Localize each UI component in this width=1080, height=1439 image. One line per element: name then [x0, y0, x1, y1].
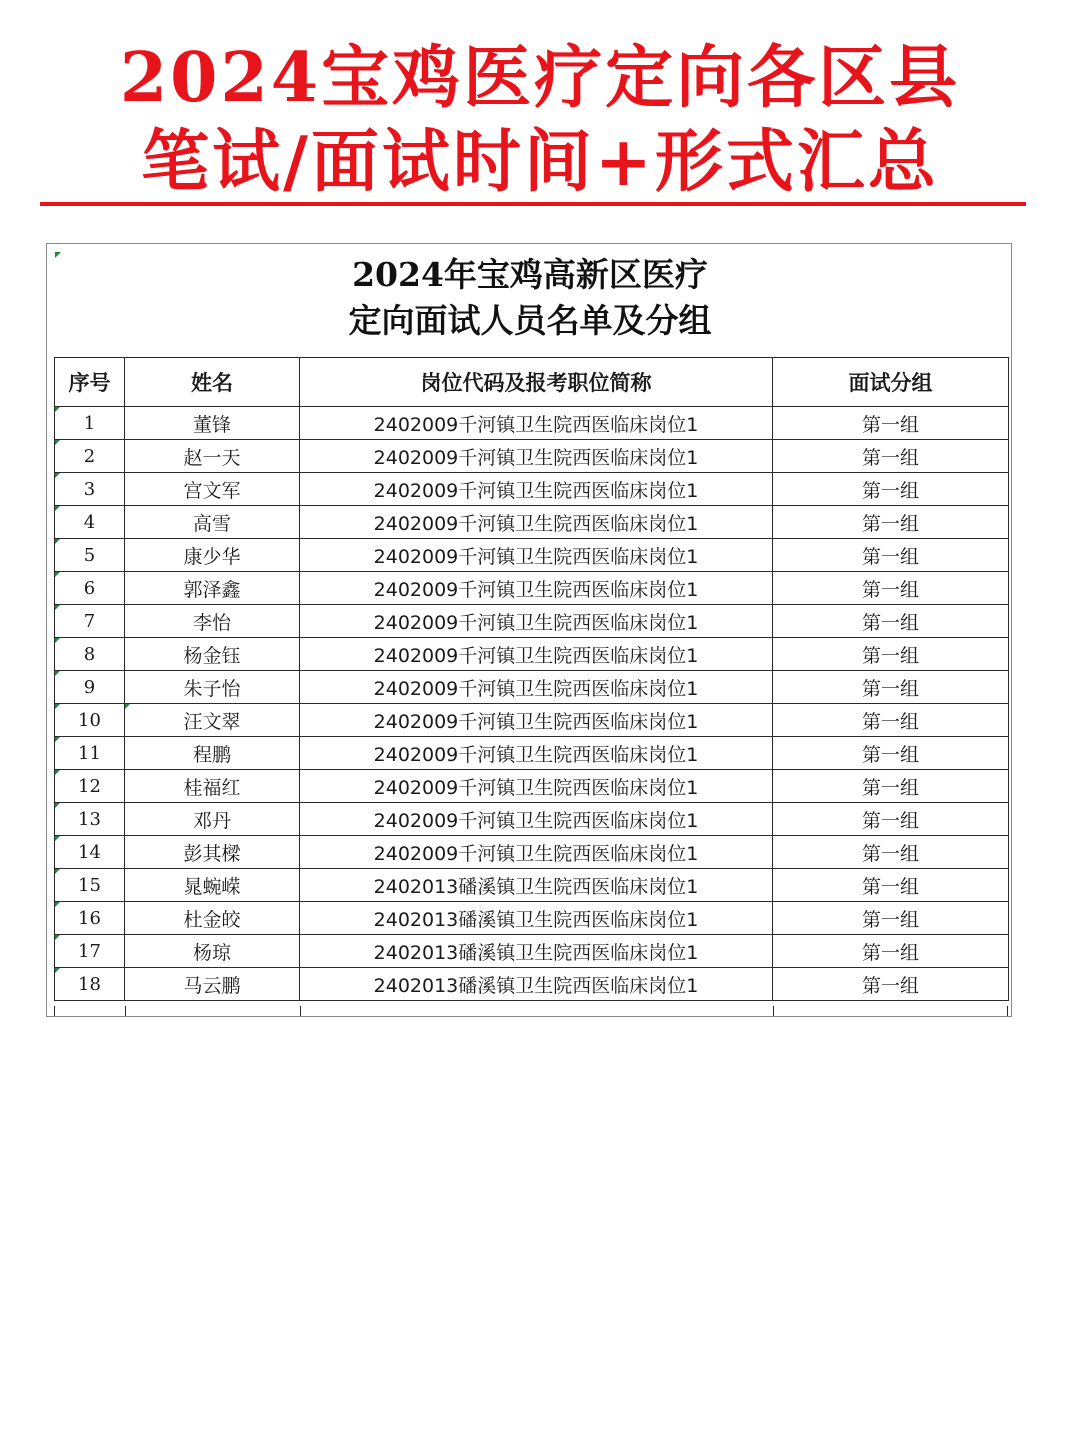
cell-comment-flag-icon — [55, 704, 60, 709]
cell-group-text: 第一组 — [861, 578, 919, 601]
cell-comment-flag-icon — [55, 605, 60, 610]
cell-no — [55, 803, 125, 836]
cell-no-text: 6 — [83, 577, 96, 599]
table-row — [55, 704, 1009, 737]
cell-no-text: 15 — [78, 874, 101, 896]
cell-group-text: 第一组 — [861, 413, 919, 436]
table-row — [55, 671, 1009, 704]
cell-comment-flag-icon — [55, 671, 60, 676]
cell-name-text: 晁蜿嵘 — [183, 875, 241, 898]
cell-position-text: 2402013磻溪镇卫生院西医临床岗位1 — [373, 941, 699, 964]
sheet-title-line-2: 定向面试人员名单及分组 — [348, 301, 712, 340]
cell-group-text: 第一组 — [861, 743, 919, 766]
table-row — [55, 473, 1009, 506]
cell-position — [300, 737, 773, 770]
cell-group — [773, 836, 1009, 869]
cell-group-text: 第一组 — [861, 776, 919, 799]
cell-group — [773, 506, 1009, 539]
cell-position-text: 2402009千河镇卫生院西医临床岗位1 — [373, 479, 699, 502]
cell-no-text: 14 — [78, 841, 101, 863]
cell-group-text: 第一组 — [861, 974, 919, 997]
cell-comment-flag-icon — [55, 638, 60, 643]
cell-group — [773, 572, 1009, 605]
cell-group-text: 第一组 — [861, 677, 919, 700]
cell-comment-flag-icon — [55, 440, 60, 445]
cell-no-text: 11 — [78, 742, 101, 764]
cell-position — [300, 770, 773, 803]
cell-no — [55, 935, 125, 968]
table-row — [55, 638, 1009, 671]
column-header-no: 序号 — [55, 358, 125, 407]
cell-group — [773, 968, 1009, 1001]
cell-group-text: 第一组 — [861, 710, 919, 733]
cell-no — [55, 770, 125, 803]
headline-line-2: 笔试/面试时间+形式汇总 — [141, 122, 939, 202]
cell-group — [773, 704, 1009, 737]
cell-name — [125, 638, 300, 671]
cell-comment-flag-icon — [55, 770, 60, 775]
cell-name-text: 桂福红 — [183, 776, 241, 799]
cell-comment-flag-icon — [55, 968, 60, 973]
cell-name — [125, 539, 300, 572]
cell-position — [300, 638, 773, 671]
cell-name — [125, 968, 300, 1001]
cell-no — [55, 605, 125, 638]
cell-position-text: 2402009千河镇卫生院西医临床岗位1 — [373, 611, 699, 634]
cell-no — [55, 506, 125, 539]
cell-no-text: 2 — [83, 445, 96, 467]
cell-no — [55, 968, 125, 1001]
cell-comment-flag-icon — [125, 704, 130, 709]
cell-name — [125, 572, 300, 605]
cell-position-text: 2402009千河镇卫生院西医临床岗位1 — [373, 677, 699, 700]
cell-group — [773, 671, 1009, 704]
cell-name — [125, 671, 300, 704]
cell-name — [125, 836, 300, 869]
cell-name — [125, 473, 300, 506]
cell-group — [773, 473, 1009, 506]
cell-group — [773, 803, 1009, 836]
cell-name — [125, 605, 300, 638]
cell-position — [300, 407, 773, 440]
cell-position-text: 2402013磻溪镇卫生院西医临床岗位1 — [373, 974, 699, 997]
candidate-table — [54, 357, 1009, 1001]
cell-no — [55, 671, 125, 704]
cell-position-text: 2402009千河镇卫生院西医临床岗位1 — [373, 809, 699, 832]
cell-group — [773, 539, 1009, 572]
cell-no — [55, 704, 125, 737]
cell-comment-flag-icon — [55, 539, 60, 544]
cell-position — [300, 902, 773, 935]
cell-name — [125, 506, 300, 539]
cell-name — [125, 935, 300, 968]
cell-name — [125, 770, 300, 803]
cell-no — [55, 836, 125, 869]
headline-line-1: 2024宝鸡医疗定向各区县 — [119, 38, 961, 118]
spreadsheet-screenshot — [46, 243, 1012, 1017]
column-header-group: 面试分组 — [773, 358, 1009, 407]
cell-position-text: 2402009千河镇卫生院西医临床岗位1 — [373, 776, 699, 799]
cell-name — [125, 440, 300, 473]
table-row — [55, 539, 1009, 572]
cell-group — [773, 638, 1009, 671]
cell-name-text: 杜金皎 — [183, 908, 241, 931]
cell-position — [300, 440, 773, 473]
cell-no-text: 9 — [83, 676, 96, 698]
cell-name — [125, 902, 300, 935]
cell-comment-flag-icon — [55, 869, 60, 874]
table-row — [55, 902, 1009, 935]
cell-name-text: 邓丹 — [192, 809, 231, 832]
cell-position-text: 2402009千河镇卫生院西医临床岗位1 — [373, 644, 699, 667]
table-row — [55, 836, 1009, 869]
cell-group — [773, 770, 1009, 803]
cell-group-text: 第一组 — [861, 512, 919, 535]
cell-name-text: 高雪 — [192, 512, 231, 535]
cell-name-text: 郭泽鑫 — [183, 578, 241, 601]
cell-position-text: 2402009千河镇卫生院西医临床岗位1 — [373, 743, 699, 766]
cell-comment-flag-icon — [55, 737, 60, 742]
cell-position-text: 2402013磻溪镇卫生院西医临床岗位1 — [373, 908, 699, 931]
cell-name-text: 马云鹏 — [183, 974, 241, 997]
headline-divider — [40, 202, 1026, 206]
cell-no — [55, 638, 125, 671]
table-header-row — [55, 358, 1009, 407]
table-row — [55, 737, 1009, 770]
cell-group — [773, 605, 1009, 638]
cell-position-text: 2402009千河镇卫生院西医临床岗位1 — [373, 578, 699, 601]
cell-name-text: 李怡 — [192, 611, 231, 634]
cell-position-text: 2402013磻溪镇卫生院西医临床岗位1 — [373, 875, 699, 898]
cell-no-text: 4 — [83, 511, 96, 533]
cell-name — [125, 869, 300, 902]
cell-no-text: 16 — [78, 907, 101, 929]
table-row — [55, 803, 1009, 836]
cell-name-text: 杨琼 — [192, 941, 231, 964]
table-row — [55, 935, 1009, 968]
cell-group — [773, 935, 1009, 968]
cell-position — [300, 935, 773, 968]
cell-no — [55, 473, 125, 506]
cell-name — [125, 737, 300, 770]
cell-group — [773, 902, 1009, 935]
table-row — [55, 572, 1009, 605]
cell-comment-flag-icon — [55, 836, 60, 841]
partial-next-row — [54, 1006, 1008, 1017]
cell-group — [773, 737, 1009, 770]
table-row — [55, 968, 1009, 1001]
cell-position-text: 2402009千河镇卫生院西医临床岗位1 — [373, 545, 699, 568]
cell-no — [55, 539, 125, 572]
cell-group — [773, 440, 1009, 473]
cell-name-text: 程鹏 — [192, 743, 231, 766]
cell-no-text: 8 — [83, 643, 96, 665]
cell-position-text: 2402009千河镇卫生院西医临床岗位1 — [373, 413, 699, 436]
sheet-title — [47, 252, 1012, 344]
cell-name-text: 朱子怡 — [183, 677, 241, 700]
cell-group-text: 第一组 — [861, 479, 919, 502]
cell-no-text: 12 — [78, 775, 101, 797]
cell-position — [300, 968, 773, 1001]
cell-position — [300, 671, 773, 704]
table-row — [55, 770, 1009, 803]
column-header-name: 姓名 — [125, 358, 300, 407]
cell-group-text: 第一组 — [861, 446, 919, 469]
table-row — [55, 605, 1009, 638]
cell-no — [55, 407, 125, 440]
cell-group — [773, 869, 1009, 902]
cell-position — [300, 506, 773, 539]
cell-group-text: 第一组 — [861, 809, 919, 832]
cell-comment-flag-icon — [55, 407, 60, 412]
cell-no-text: 1 — [83, 412, 96, 434]
cell-position-text: 2402009千河镇卫生院西医临床岗位1 — [373, 842, 699, 865]
sheet-title-line-1: 2024年宝鸡高新区医疗 — [352, 255, 708, 294]
cell-no — [55, 902, 125, 935]
cell-no-text: 7 — [83, 610, 96, 632]
table-row — [55, 440, 1009, 473]
cell-no — [55, 440, 125, 473]
column-header-position: 岗位代码及报考职位简称 — [300, 358, 773, 407]
cell-position — [300, 869, 773, 902]
cell-no — [55, 869, 125, 902]
cell-position — [300, 704, 773, 737]
cell-position — [300, 803, 773, 836]
cell-comment-flag-icon — [55, 572, 60, 577]
cell-no-text: 17 — [78, 940, 101, 962]
cell-comment-flag-icon — [55, 902, 60, 907]
cell-comment-flag-icon — [55, 803, 60, 808]
cell-position — [300, 539, 773, 572]
cell-name-text: 宫文军 — [183, 479, 241, 502]
cell-no-text: 10 — [78, 709, 101, 731]
cell-no-text: 3 — [83, 478, 96, 500]
cell-position-text: 2402009千河镇卫生院西医临床岗位1 — [373, 512, 699, 535]
table-row — [55, 407, 1009, 440]
cell-position — [300, 836, 773, 869]
cell-name-text: 汪文翠 — [183, 710, 241, 733]
cell-name — [125, 704, 300, 737]
cell-group-text: 第一组 — [861, 941, 919, 964]
cell-group — [773, 407, 1009, 440]
cell-position — [300, 572, 773, 605]
cell-position-text: 2402009千河镇卫生院西医临床岗位1 — [373, 710, 699, 733]
cell-no-text: 18 — [78, 973, 101, 995]
cell-no-text: 13 — [78, 808, 101, 830]
cell-group-text: 第一组 — [861, 908, 919, 931]
cell-comment-flag-icon — [55, 473, 60, 478]
cell-comment-flag-icon — [55, 506, 60, 511]
table-row — [55, 869, 1009, 902]
cell-comment-flag-icon — [55, 935, 60, 940]
cell-no-text: 5 — [83, 544, 96, 566]
cell-name-text: 杨金钰 — [183, 644, 241, 667]
cell-no — [55, 572, 125, 605]
cell-name-text: 康少华 — [183, 545, 241, 568]
cell-group-text: 第一组 — [861, 875, 919, 898]
cell-name — [125, 407, 300, 440]
cell-group-text: 第一组 — [861, 611, 919, 634]
cell-name — [125, 803, 300, 836]
cell-position — [300, 473, 773, 506]
cell-position — [300, 605, 773, 638]
cell-no — [55, 737, 125, 770]
cell-name-text: 赵一天 — [183, 446, 241, 469]
cell-group-text: 第一组 — [861, 644, 919, 667]
table-body — [55, 407, 1009, 1001]
table-row — [55, 506, 1009, 539]
cell-name-text: 彭其樑 — [183, 842, 241, 865]
cell-group-text: 第一组 — [861, 842, 919, 865]
cell-group-text: 第一组 — [861, 545, 919, 568]
cell-name-text: 董锋 — [192, 413, 231, 436]
cell-position-text: 2402009千河镇卫生院西医临床岗位1 — [373, 446, 699, 469]
